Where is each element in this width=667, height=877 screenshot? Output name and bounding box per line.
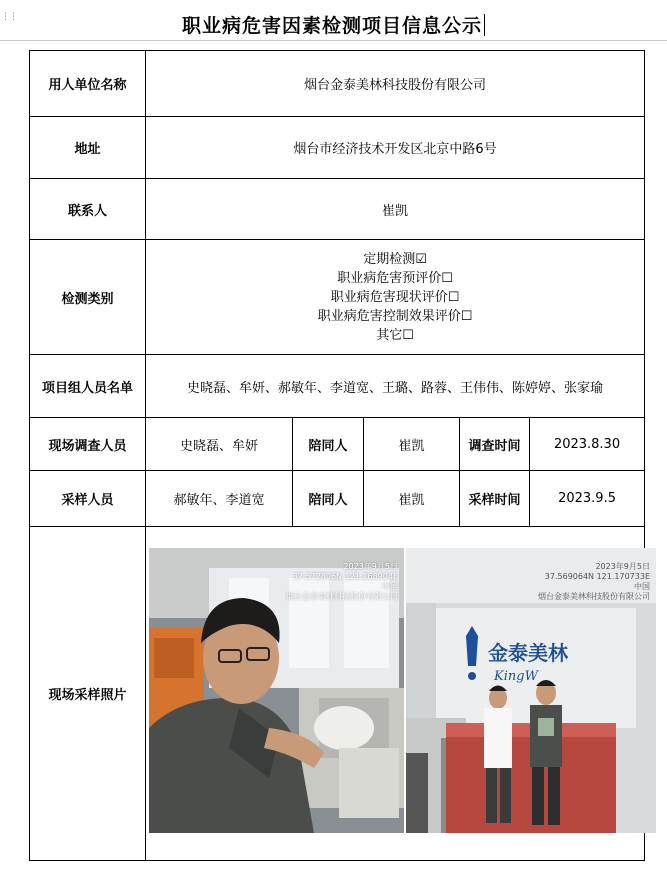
detection-type-options <box>146 240 645 355</box>
info-table <box>29 50 650 861</box>
sampling-companion: 崔凯 <box>364 471 460 527</box>
detection-type-label: 检测类别 <box>30 240 146 355</box>
row-address <box>30 117 645 179</box>
row-contact <box>30 179 645 240</box>
option-periodic: 定期检测☑ <box>363 251 427 267</box>
survey-time-label: 调查时间 <box>460 418 530 471</box>
survey-label: 现场调查人员 <box>30 418 146 471</box>
option-pre-evaluation: 职业病危害预评价☐ <box>337 270 453 286</box>
row-employer <box>30 51 645 117</box>
sampling-label: 采样人员 <box>30 471 146 527</box>
row-survey <box>30 418 645 471</box>
row-detection-type <box>30 240 645 355</box>
option-status-evaluation: 职业病危害现状评价☐ <box>330 289 460 305</box>
survey-companion-label: 陪同人 <box>293 418 364 471</box>
sampling-time-label: 采样时间 <box>460 471 530 527</box>
sampling-photo-2 <box>406 548 656 833</box>
sampling-photo-1 <box>149 548 404 833</box>
sampling-time: 2023.9.5 <box>530 471 645 527</box>
photo-1-stamp: 2023年9月5日 37.572806N 121.168904E 中国 烟台金泰美林科技股份有限公司 <box>286 562 398 601</box>
row-sampling <box>30 471 645 527</box>
title-divider <box>0 40 667 41</box>
photos-label: 现场采样照片 <box>30 527 146 861</box>
option-other: 其它☐ <box>376 327 414 343</box>
team-label: 项目组人员名单 <box>30 355 146 418</box>
employer-value: 烟台金泰美林科技股份有限公司 <box>146 51 645 117</box>
table-move-handle-icon[interactable]: ⋮⋮ <box>1 12 17 22</box>
team-value: 史晓磊、牟妍、郝敏年、李道宽、王璐、路蓉、王伟伟、陈婷婷、张家瑜 <box>146 355 645 418</box>
photos-container <box>146 528 650 859</box>
sampling-value: 郝敏年、李道宽 <box>146 471 293 527</box>
page-title: 职业病危害因素检测项目信息公示 <box>0 12 667 40</box>
survey-value: 史晓磊、牟妍 <box>146 418 293 471</box>
text-cursor <box>484 14 485 36</box>
row-photos <box>30 527 645 861</box>
contact-label: 联系人 <box>30 179 146 240</box>
svg-text:KingW: KingW <box>494 669 538 684</box>
address-value: 烟台市经济技术开发区北京中路6号 <box>146 117 645 179</box>
address-label: 地址 <box>30 117 146 179</box>
photo-2-stamp: 2023年9月5日 37.569064N 121.170733E 中国 烟台金泰美林科技股份有限公司 <box>538 562 650 601</box>
photos-cell <box>146 527 650 861</box>
sampling-companion-label: 陪同人 <box>293 471 364 527</box>
row-team <box>30 355 645 418</box>
contact-value: 崔凯 <box>146 179 645 240</box>
survey-companion: 崔凯 <box>364 418 460 471</box>
option-control-evaluation: 职业病危害控制效果评价☐ <box>317 308 473 324</box>
survey-time: 2023.8.30 <box>530 418 645 471</box>
employer-label: 用人单位名称 <box>30 51 146 117</box>
svg-text:金泰美林: 金泰美林 <box>488 641 568 665</box>
